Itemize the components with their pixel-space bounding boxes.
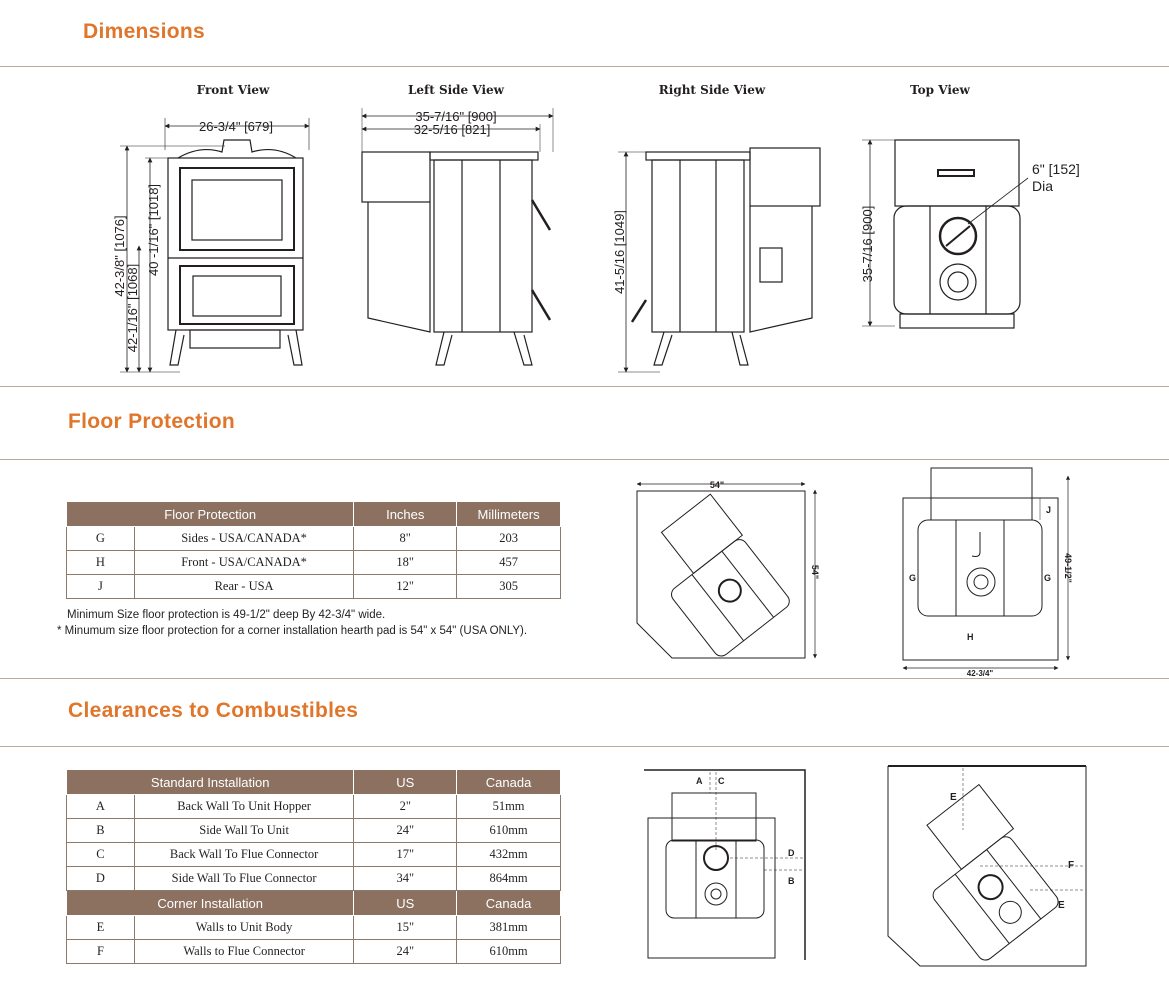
top-view-label: Top View	[910, 83, 970, 97]
table-row	[67, 819, 561, 843]
standard-install-drawing	[644, 770, 805, 960]
front-height-1: 42-3/8" [1076]	[112, 215, 127, 297]
table-cell: 610mm	[457, 819, 561, 843]
corner-pad-height: 54"	[810, 564, 820, 580]
label-a: A	[696, 776, 703, 786]
table-cell: 203	[457, 527, 561, 551]
table-cell: 864mm	[457, 867, 561, 891]
table-cell: 610mm	[457, 940, 561, 964]
top-depth: 35-7/16 [900]	[860, 205, 875, 283]
standard-pad-drawing	[903, 468, 1068, 668]
floor-note-1: Minimum Size floor protection is 49-1/2" deep By 42-3/4" wide.	[67, 609, 386, 621]
table-cell: 24"	[354, 819, 457, 843]
table-cell: Back Wall To Flue Connector	[134, 843, 354, 867]
table-cell: H	[67, 551, 135, 575]
table-cell: 381mm	[457, 916, 561, 940]
table-cell: 34"	[354, 867, 457, 891]
label-h: H	[967, 632, 974, 642]
label-e-right: E	[1058, 900, 1065, 911]
table-cell: 432mm	[457, 843, 561, 867]
top-view-drawing	[862, 140, 1028, 328]
table-cell: Front - USA/CANADA*	[134, 551, 354, 575]
label-d: D	[788, 848, 795, 858]
label-e-top: E	[950, 792, 957, 803]
right-height: 41-5/16 [1049]	[612, 210, 627, 294]
corner-pad-drawing	[636, 484, 815, 659]
table-header-row	[67, 891, 561, 916]
table-row	[67, 940, 561, 964]
table-header: Millimeters	[457, 502, 561, 527]
table-cell: 24"	[354, 940, 457, 964]
table-header: Corner Installation	[67, 891, 354, 916]
left-view-label: Left Side View	[407, 83, 504, 97]
clearances-table	[66, 769, 561, 964]
dimensions-title: Dimensions	[83, 20, 206, 43]
front-width: 26-3/4" [679]	[198, 119, 274, 134]
front-view-label: Front View	[196, 83, 270, 97]
front-height-2: 42-1/16" [1068]	[125, 263, 140, 353]
table-cell: 17"	[354, 843, 457, 867]
table-cell: Side Wall To Unit	[134, 819, 354, 843]
corner-pad-width: 54"	[709, 480, 725, 490]
label-j: J	[1046, 505, 1052, 515]
table-cell: Side Wall To Flue Connector	[134, 867, 354, 891]
table-header-row	[67, 502, 561, 527]
clearances-title: Clearances to Combustibles	[68, 699, 359, 722]
table-cell: J	[67, 575, 135, 599]
floor-note-2: * Minumum size floor protection for a corner installation hearth pad is 54" x 54" (USA ONLY).	[57, 625, 528, 637]
table-cell: E	[67, 916, 135, 940]
table-cell: C	[67, 843, 135, 867]
table-cell: G	[67, 527, 135, 551]
left-width-1: 35-7/16" [900]	[415, 109, 497, 124]
right-view-drawing	[618, 148, 820, 372]
table-header: Standard Installation	[67, 770, 354, 795]
standard-pad-height: 49-1/2"	[1063, 553, 1073, 583]
table-cell: B	[67, 819, 135, 843]
label-c: C	[718, 776, 725, 786]
top-flue-dia: Dia	[1032, 178, 1054, 194]
table-cell: 18"	[354, 551, 457, 575]
label-f: F	[1068, 860, 1075, 871]
divider	[0, 386, 1169, 387]
table-cell: Rear - USA	[134, 575, 354, 599]
table-cell: 12"	[354, 575, 457, 599]
right-view-label: Right Side View	[658, 83, 766, 97]
standard-pad-width: 42-3/4"	[966, 669, 994, 678]
front-height-3: 40 -1/16" [1018]	[146, 183, 161, 277]
label-b: B	[788, 876, 795, 886]
table-row	[67, 551, 561, 575]
table-row	[67, 795, 561, 819]
table-cell: 2"	[354, 795, 457, 819]
table-cell: Walls to Flue Connector	[134, 940, 354, 964]
top-flue-size: 6" [152]	[1032, 161, 1080, 177]
table-cell: 457	[457, 551, 561, 575]
left-width-2: 32-5/16 [821]	[413, 122, 491, 137]
table-header: US	[354, 891, 457, 916]
label-g-right: G	[1044, 573, 1052, 583]
table-cell: 51mm	[457, 795, 561, 819]
table-header: Inches	[354, 502, 457, 527]
table-cell: Walls to Unit Body	[134, 916, 354, 940]
table-cell: Back Wall To Unit Hopper	[134, 795, 354, 819]
label-g-left: G	[909, 573, 917, 583]
corner-install-drawing	[888, 766, 1086, 966]
dimension-drawings	[0, 0, 1169, 386]
table-row	[67, 843, 561, 867]
table-cell: D	[67, 867, 135, 891]
divider	[0, 746, 1169, 747]
table-header: Canada	[457, 891, 561, 916]
table-header: Canada	[457, 770, 561, 795]
table-cell: 15"	[354, 916, 457, 940]
table-cell: 305	[457, 575, 561, 599]
divider	[0, 678, 1169, 679]
table-header-row	[67, 770, 561, 795]
table-cell: 8"	[354, 527, 457, 551]
table-row	[67, 867, 561, 891]
table-header: US	[354, 770, 457, 795]
floor-protection-title: Floor Protection	[68, 410, 235, 433]
clearance-diagrams	[630, 760, 1110, 975]
table-cell: Sides - USA/CANADA*	[134, 527, 354, 551]
table-row	[67, 527, 561, 551]
table-row	[67, 916, 561, 940]
floor-protection-diagrams	[600, 460, 1169, 678]
floor-protection-table	[66, 501, 561, 599]
table-header: Floor Protection	[67, 502, 354, 527]
table-row	[67, 575, 561, 599]
table-cell: A	[67, 795, 135, 819]
left-view-drawing	[362, 108, 553, 365]
table-cell: F	[67, 940, 135, 964]
